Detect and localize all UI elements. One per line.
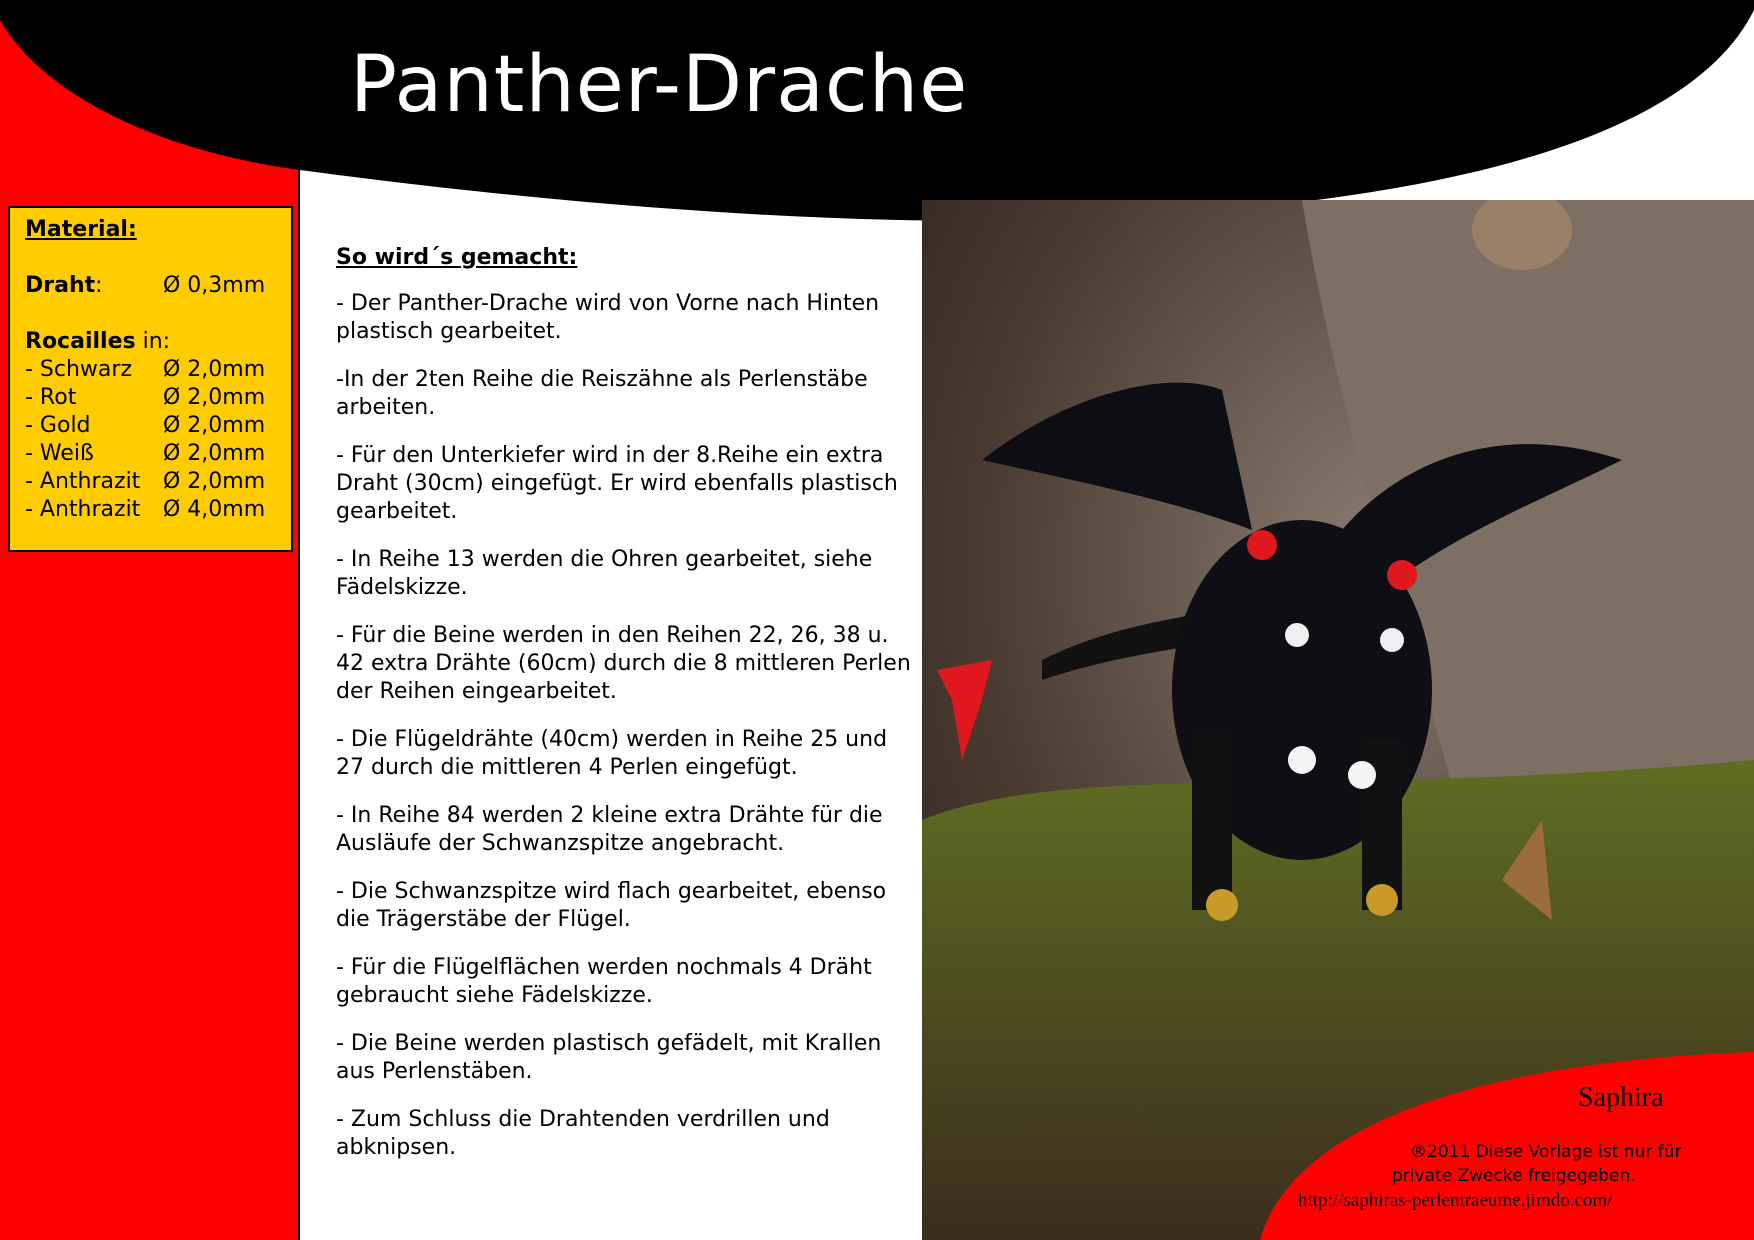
bead-row: - Weiß Ø 2,0mm xyxy=(25,441,266,466)
material-heading: Material: xyxy=(25,217,137,242)
beads-heading: Rocailles in: xyxy=(25,329,171,354)
credit-line-2: private Zwecke freigegeben. xyxy=(1392,1166,1636,1186)
credit-name: Saphira xyxy=(1578,1082,1664,1113)
bead-row: - Gold Ø 2,0mm xyxy=(25,413,266,438)
instruction-step: - Die Flügeldrähte (40cm) werden in Reihe 25 und 27 durch die mittleren 4 Perlen eingefügt. xyxy=(336,727,888,780)
bead-row: - Schwarz Ø 2,0mm xyxy=(25,357,266,382)
instruction-step: - Für die Beine werden in den Reihen 22, 26, 38 u. 42 extra Drähte (60cm) durch die 8 mittleren Perlen der Reihen eingearbeitet. xyxy=(336,623,911,704)
instruction-step: - Für den Unterkiefer wird in der 8.Reihe ein extra Draht (30cm) eingefügt. Er wird ebenfalls plastisch gearbeitet. xyxy=(336,443,898,524)
bead-row: - Anthrazit Ø 4,0mm xyxy=(25,497,266,522)
instruction-step: -In der 2ten Reihe die Reiszähne als Perlenstäbe arbeiten. xyxy=(336,367,868,420)
material-box xyxy=(8,206,293,552)
wire-row xyxy=(25,272,283,300)
bead-row: - Anthrazit Ø 2,0mm xyxy=(25,469,266,494)
instruction-step: - In Reihe 84 werden 2 kleine extra Drähte für die Ausläufe der Schwanzspitze angebracht. xyxy=(336,803,883,856)
instruction-step: - Die Beine werden plastisch gefädelt, mit Krallen aus Perlenstäben. xyxy=(336,1031,882,1084)
instruction-step: - Für die Flügelflächen werden nochmals 4 Dräht gebraucht siehe Fädelskizze. xyxy=(336,955,872,1008)
credit-line-1: ®2011 Diese Vorlage ist nur für xyxy=(1410,1142,1682,1162)
credit-url: http://saphiras-perlentraeume.jimdo.com/ xyxy=(1298,1190,1613,1211)
instructions-column xyxy=(336,244,912,1182)
instruction-step: - Der Panther-Drache wird von Vorne nach Hinten plastisch gearbeitet. xyxy=(336,291,880,344)
wire-label: Draht xyxy=(25,273,96,298)
instruction-step: - Zum Schluss die Drahtenden verdrillen und abknipsen. xyxy=(336,1107,830,1160)
bead-row: - Rot Ø 2,0mm xyxy=(25,385,266,410)
instruction-step: - In Reihe 13 werden die Ohren gearbeitet, siehe Fädelskizze. xyxy=(336,547,873,600)
wire-colon: : xyxy=(95,273,103,298)
instruction-step: - Die Schwanzspitze wird flach gearbeitet, ebenso die Trägerstäbe der Flügel. xyxy=(336,879,887,932)
wire-value: Ø 0,3mm xyxy=(163,273,266,298)
page-title: Panther-Drache xyxy=(350,40,969,130)
instructions-heading: So wird´s gemacht: xyxy=(336,245,578,270)
